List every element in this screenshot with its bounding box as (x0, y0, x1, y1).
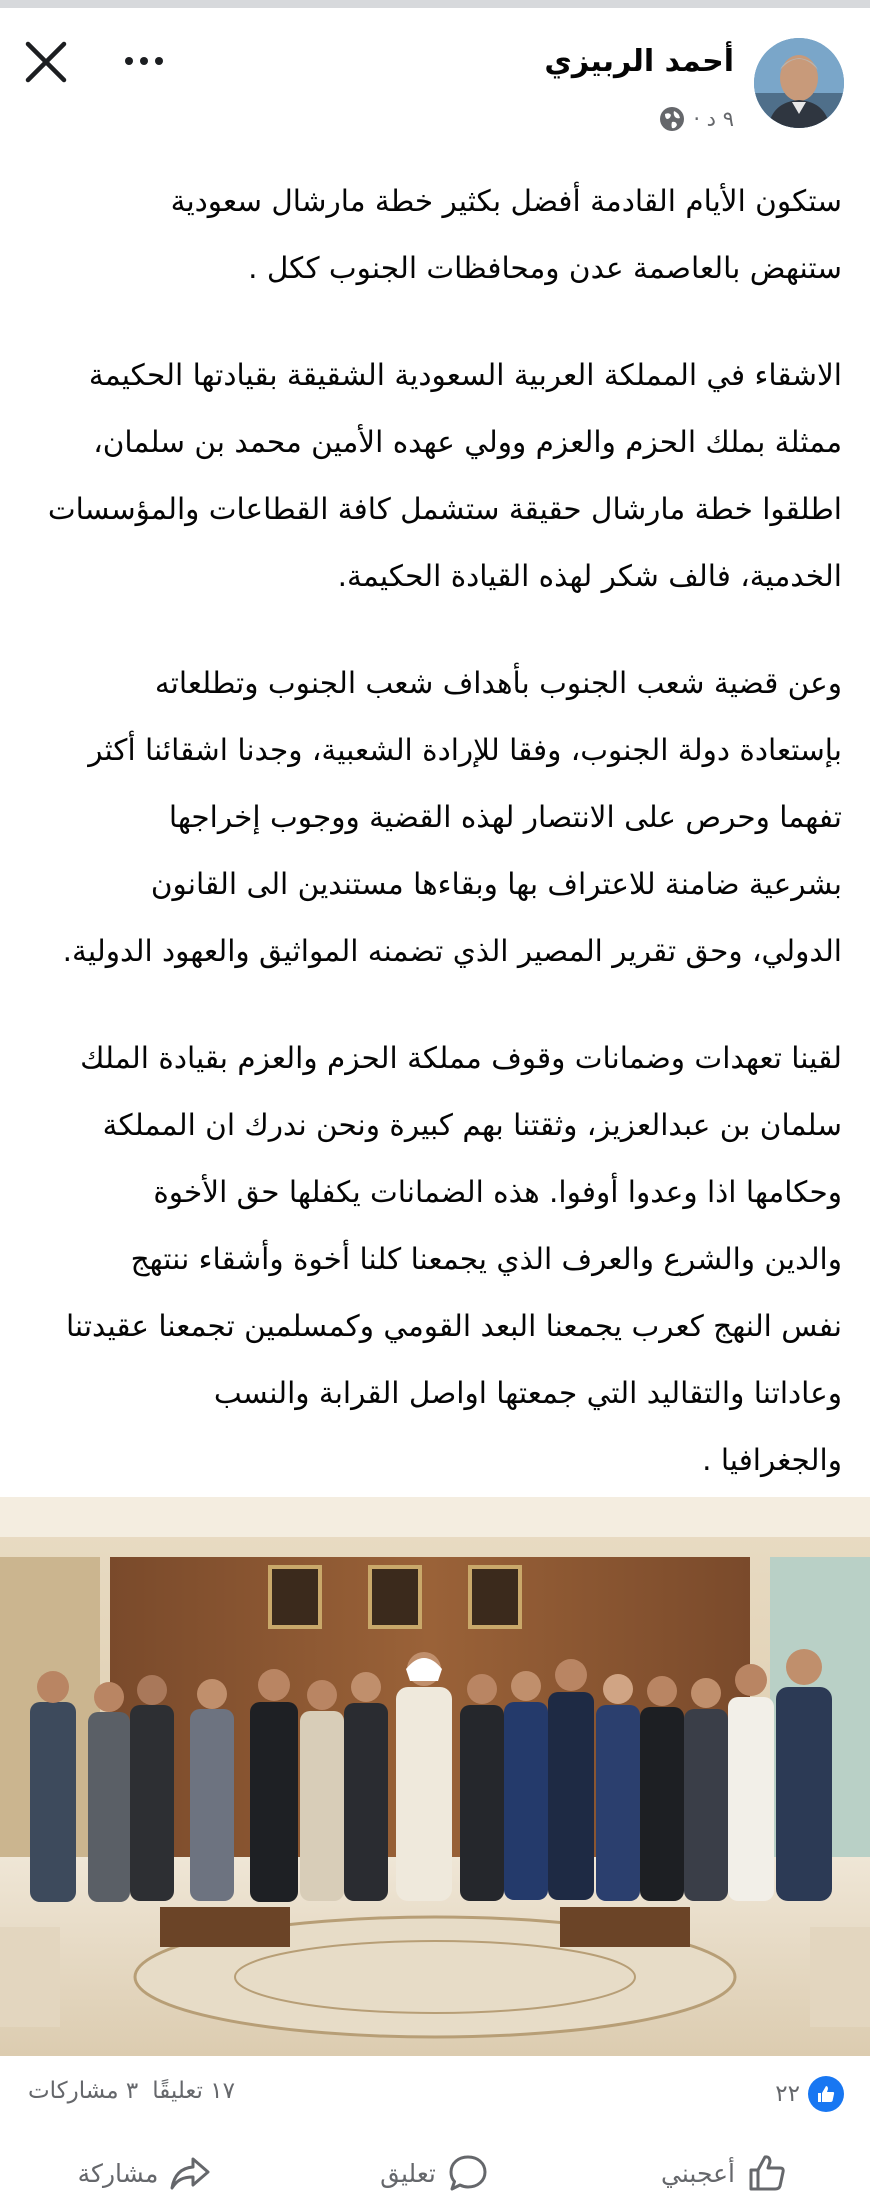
top-divider (0, 0, 870, 8)
post-line: ممثلة بملك الحزم والعزم وولي عهده الأمين محمد بن سلمان، (93, 425, 842, 459)
post-line: بإستعادة دولة الجنوب، وفقا للإرادة الشعبية، وجدنا اشقائنا أكثر (88, 733, 842, 767)
close-icon (20, 36, 72, 88)
more-dot-icon (140, 57, 148, 65)
reactions-summary[interactable] (775, 2076, 844, 2112)
post-line: لقينا تعهدات وضمانات وقوف مملكة الحزم والعزم بقيادة الملك (80, 1041, 842, 1075)
post-paragraph (30, 650, 842, 985)
share-icon (168, 2151, 212, 2195)
post-line: والدين والشرع والعرف الذي يجمعنا كلنا أخوة وأشقاء ننتهج (130, 1242, 842, 1276)
post-line: ستنهض بالعاصمة عدن ومحافظات الجنوب ككل . (248, 251, 842, 285)
post-line: اطلقوا خطة مارشال حقيقة ستشمل كافة القطاعات والمؤسسات (47, 492, 842, 526)
comment-label: تعليق (380, 2158, 436, 2188)
more-dot-icon (125, 57, 133, 65)
share-label: مشاركة (77, 2158, 159, 2188)
comment-icon (446, 2151, 490, 2195)
post-time[interactable]: ٩ د · (693, 107, 734, 131)
post-line: وعاداتنا والتقاليد التي جمعتها اواصل القرابة والنسب (213, 1376, 842, 1410)
paragraph-gap (30, 610, 842, 650)
like-label: أعجبني (661, 2158, 735, 2188)
like-button[interactable] (580, 2140, 870, 2206)
globe-icon (659, 106, 685, 132)
engagement-counts (0, 2056, 870, 2132)
post-line: نفس النهج كعرب يجمعنا البعد القومي وكمسلمين تجمعنا عقيدتنا (65, 1309, 842, 1343)
post-paragraph (30, 168, 842, 302)
post-line: وحكامها اذا وعدوا أوفوا. هذه الضمانات يكفلها حق الأخوة (153, 1175, 842, 1209)
more-dot-icon (155, 57, 163, 65)
avatar-image (754, 38, 844, 128)
author-name[interactable]: أحمد الربيزي (544, 44, 734, 79)
comments-shares-summary (28, 2078, 235, 2104)
author-avatar[interactable] (754, 38, 844, 128)
post-line: بشرعية ضامنة للاعتراف بها وبقاءها مستندين الى القانون (150, 867, 842, 901)
shares-count[interactable]: ٣ مشاركات (28, 2078, 139, 2104)
group-photo-image (0, 1497, 870, 2056)
post-line: الخدمية، فالف شكر لهذه القيادة الحكيمة. (337, 559, 842, 593)
post-body (30, 168, 842, 1494)
action-bar (0, 2140, 870, 2206)
post-photo[interactable] (0, 1497, 870, 2056)
comments-count[interactable]: ١٧ تعليقًا (152, 2078, 235, 2104)
post-header (0, 8, 870, 138)
thumbs-up-icon (745, 2151, 789, 2195)
post-line: تفهما وحرص على الانتصار لهذه القضية ووجوب إخراجها (168, 800, 842, 834)
comment-button[interactable] (290, 2140, 580, 2206)
more-options-button[interactable] (118, 46, 170, 76)
post-line: ستكون الأيام القادمة أفضل بكثير خطة مارشال سعودية (170, 184, 842, 218)
post-line: الاشقاء في المملكة العربية السعودية الشقيقة بقيادتها الحكيمة (88, 358, 842, 392)
post-line: وعن قضية شعب الجنوب بأهداف شعب الجنوب وتطلعاته (154, 666, 842, 700)
share-button[interactable] (0, 2140, 290, 2206)
post-paragraph (30, 1025, 842, 1494)
post-meta (659, 106, 734, 132)
post-line: سلمان بن عبدالعزيز، وثقتنا بهم كبيرة ونحن ندرك ان المملكة (102, 1108, 842, 1142)
paragraph-gap (30, 985, 842, 1025)
like-reaction-icon (808, 2076, 844, 2112)
reaction-count: ٢٢ (775, 2081, 800, 2107)
post-paragraph (30, 342, 842, 610)
paragraph-gap (30, 302, 842, 342)
post-line: الدولي، وحق تقرير المصير الذي تضمنه المواثيق والعهود الدولية. (62, 934, 842, 968)
post-line: والجغرافيا . (702, 1443, 842, 1477)
close-button[interactable] (20, 36, 72, 88)
